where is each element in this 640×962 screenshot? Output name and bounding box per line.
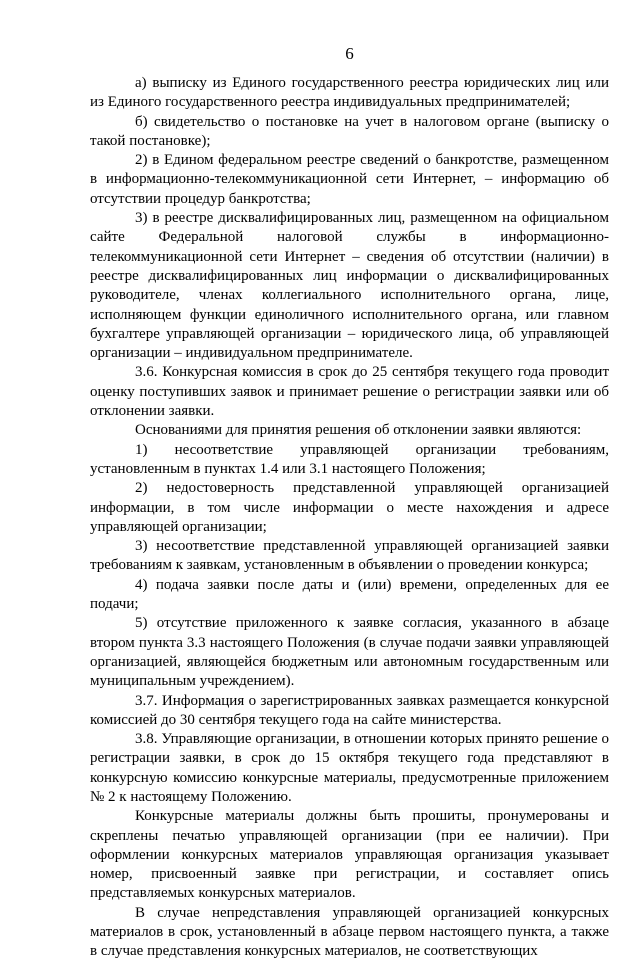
paragraph-3-8: 3.8. Управляющие организации, в отношении которых принято решение о регистрации заявки, в срок до 15 октября текущего года представляют в конкурсную комиссию конкурсные материалы, предусмотренные приложением № 2 к настоящему Положению. bbox=[90, 731, 609, 805]
paragraph-item-b: б) свидетельство о постановке на учет в налоговом органе (выписку о такой постановке); bbox=[90, 113, 609, 149]
paragraph-rejection-grounds: Основаниями для принятия решения об отклонении заявки являются: bbox=[135, 422, 582, 439]
page-number: 6 bbox=[345, 44, 354, 63]
paragraph-item-3-disqualified: 3) в реестре дисквалифицированных лиц, размещенном на официальном сайте Федеральной налоговой службы в информационно-телекоммуникационной сети Интернет – сведения об отсутствии (наличии) в реестре дисквалифицированных лиц информации о дисквалифицированных руководителе, членах коллегиального исполнительного органа, лице, исполняющем функции единоличного исполнительного органа, или главном бухгалтере управляющей организации – юридического лица, об управляющей организации – индивидуальном предпринимателе. bbox=[90, 210, 609, 362]
paragraph-ground-2: 2) недостоверность представленной управляющей организацией информации, в том числе информации о месте нахождения и адресе управляющей организации; bbox=[90, 480, 609, 535]
paragraph-3-6: 3.6. Конкурсная комиссия в срок до 25 сентября текущего года проводит оценку поступивших заявок и принимает решение о регистрации заявки или об отклонении заявки. bbox=[90, 364, 609, 420]
paragraph-ground-3: 3) несоответствие представленной управляющей организацией заявки требованиям к заявкам, установленным в объявлении о проведении конкурса; bbox=[90, 538, 609, 574]
paragraph-materials-requirements: Конкурсные материалы должны быть прошиты, пронумерованы и скреплены печатью управляющей организации (при ее наличии). При оформлении конкурсных материалов управляющая организация указывает номер, присвоенный заявке при регистрации, и составляет опись представляемых конкурсных материалов. bbox=[90, 808, 609, 902]
paragraph-ground-5: 5) отсутствие приложенного к заявке согласия, указанного в абзаце втором пункта 3.3 настоящего Положения (в случае подачи заявки управляющей организацией, являющейся бюджетным или автономным государственным или муниципальным учреждением). bbox=[90, 615, 609, 690]
document-page bbox=[90, 44, 609, 962]
paragraph-item-2-bankruptcy: 2) в Едином федеральном реестре сведений о банкротстве, размещенном в информационно-телекоммуникационной сети Интернет, – информацию об отсутствии процедур банкротства; bbox=[90, 152, 609, 207]
paragraph-non-submission: В случае непредставления управляющей организацией конкурсных материалов в срок, установленный в абзаце первом настоящего пункта, а также в случае представления конкурсных материалов, не соответствующих bbox=[90, 904, 609, 960]
paragraph-3-7: 3.7. Информация о зарегистрированных заявках размещается конкурсной комиссией до 30 сентября текущего года на сайте министерства. bbox=[90, 692, 609, 728]
paragraph-ground-1: 1) несоответствие управляющей организации требованиям, установленным в пунктах 1.4 или 3.1 настоящего Положения; bbox=[90, 441, 609, 477]
paragraph-ground-4: 4) подача заявки после даты и (или) времени, определенных для ее подачи; bbox=[90, 576, 609, 613]
paragraph-item-a: а) выписку из Единого государственного реестра юридических лиц или из Единого государственного реестра индивидуальных предпринимателей; bbox=[90, 75, 609, 111]
